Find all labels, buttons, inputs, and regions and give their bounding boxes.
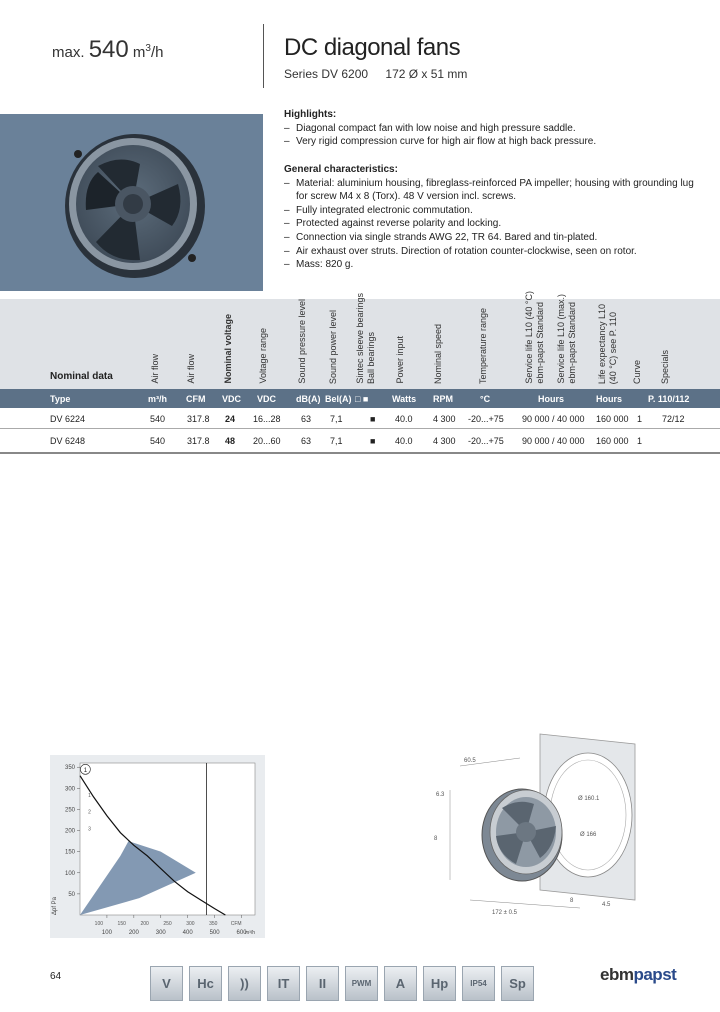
specials-icon: Sp xyxy=(501,966,534,1001)
cell: 1 xyxy=(637,414,643,424)
page-number: 64 xyxy=(50,971,62,982)
x-tick-label: 600 xyxy=(236,930,247,936)
cell: -20...+75 xyxy=(468,414,504,424)
units-row xyxy=(0,389,720,408)
cell: 160 000 xyxy=(596,414,629,424)
cell: 1 xyxy=(637,436,643,446)
current-icon: II xyxy=(306,966,339,1001)
highlights-heading: Highlights: xyxy=(284,109,337,120)
x-tick-label: 100 xyxy=(101,930,112,936)
cell: 540 xyxy=(150,414,166,424)
cell: 317.8 xyxy=(187,414,210,424)
table-bottom-rule xyxy=(0,452,720,454)
logo-part: ebm xyxy=(600,965,634,984)
hc-icon: Hc xyxy=(189,966,222,1001)
unit-cell: dB(A) xyxy=(296,394,321,404)
col-header: Air flow xyxy=(150,354,160,384)
y-tick-label: 250 xyxy=(64,807,75,814)
cell: 90 000 / 40 000 xyxy=(522,414,585,424)
col-header: Air flow xyxy=(186,354,196,384)
signal-icon: )) xyxy=(228,966,261,1001)
hp-icon: Hp xyxy=(423,966,456,1001)
general-section xyxy=(284,163,704,272)
cell: 160 000 xyxy=(596,436,629,446)
header-divider xyxy=(263,24,264,88)
cell: ■ xyxy=(370,436,376,446)
dim-label: 172 ± 0.5 xyxy=(492,910,517,916)
col-header: Nominal speed xyxy=(433,323,443,384)
x-axis-label: m³/h xyxy=(245,930,255,936)
cell: 16...28 xyxy=(253,414,281,424)
unit-cell: Type xyxy=(50,394,71,404)
cell: ■ xyxy=(370,414,376,424)
col-header: Curve xyxy=(632,359,642,384)
cell: 40.0 xyxy=(395,414,413,424)
nominal-data-label: Nominal data xyxy=(50,371,113,382)
unit-cell: °C xyxy=(480,394,491,404)
y-tick-label: 300 xyxy=(64,786,75,793)
y-tick-label: 150 xyxy=(64,849,75,856)
series-line xyxy=(284,67,481,81)
y-tick-label: 200 xyxy=(64,828,75,835)
general-item: for screw M4 x 8 (Torx). 48 V version incl. screws. xyxy=(296,191,517,203)
right-tick-label: 1 xyxy=(88,792,91,799)
unit-cell: Hours xyxy=(596,394,623,404)
unit-cell: Watts xyxy=(392,394,417,404)
x-tick-label: 300 xyxy=(155,930,166,936)
dim-label: Ø 160.1 xyxy=(578,796,600,802)
cfm-tick-label: 300 xyxy=(186,921,195,927)
drawing-svg xyxy=(430,730,640,930)
right-tick-label: 2 xyxy=(88,809,91,816)
highlight-item: – Very rigid compression curve for high air flow at high back pressure. xyxy=(284,135,704,149)
cfm-tick-label: 150 xyxy=(117,921,126,927)
series-dimensions: 172 Ø x 51 mm xyxy=(385,67,468,81)
col-header: Nominal voltage xyxy=(223,314,233,384)
max-air-flow xyxy=(52,36,163,64)
flow-prefix: max. xyxy=(52,44,85,61)
cell: -20...+75 xyxy=(468,436,504,446)
cell: 63 xyxy=(301,414,312,424)
right-tick-label: 3 xyxy=(88,826,91,833)
dimension-drawing xyxy=(430,730,640,930)
unit-cell: VDC xyxy=(222,394,242,404)
cell: 4 300 xyxy=(433,414,456,424)
flow-unit: m xyxy=(132,44,146,61)
tacho-icon: IT xyxy=(267,966,300,1001)
dim-label: 60.5 xyxy=(464,758,476,764)
cell: 40.0 xyxy=(395,436,413,446)
cfm-tick-label: 100 xyxy=(94,921,104,927)
general-heading: General characteristics: xyxy=(284,164,398,175)
dim-label: Ø 166 xyxy=(580,832,597,838)
general-item: – Material: aluminium housing, fibreglass-reinforced PA impeller; housing with grounding lug xyxy=(284,177,704,191)
flow-unit-suffix: /h xyxy=(150,44,164,61)
ip54-icon: IP54 xyxy=(462,966,495,1001)
x-tick-label: 200 xyxy=(128,930,139,936)
dim-label: 8 xyxy=(570,898,574,904)
col-header: Sound power level xyxy=(328,309,338,384)
cell-type: DV 6248 xyxy=(50,436,86,446)
cell: 24 xyxy=(225,414,236,424)
cell: 90 000 / 40 000 xyxy=(522,436,585,446)
performance-chart xyxy=(50,755,265,938)
col-header: ebm-papst Standard xyxy=(567,302,577,384)
y-tick-label: 50 xyxy=(68,891,75,898)
cell: 540 xyxy=(150,436,166,446)
col-header: (40 °C) see P. 110 xyxy=(608,311,618,384)
y-tick-label: 350 xyxy=(64,765,75,772)
highlight-item: – Diagonal compact fan with low noise and high pressure saddle. xyxy=(284,122,704,136)
product-photo xyxy=(0,114,263,291)
general-item: – Air exhaust over struts. Direction of rotation counter-clockwise, seen on rotor. xyxy=(284,245,704,259)
general-item: – Protected against reverse polarity and locking. xyxy=(284,217,704,231)
y-axis-label: Δpf Pa xyxy=(52,896,58,915)
table-row xyxy=(0,432,720,449)
cell: 4 300 xyxy=(433,436,456,446)
logo-part: papst xyxy=(633,965,677,984)
general-item: – Mass: 820 g. xyxy=(284,258,704,272)
series-label: Series DV 6200 xyxy=(284,67,369,81)
unit-cell: m³/h xyxy=(148,394,167,404)
highlights-section xyxy=(284,108,704,149)
col-header: Sintec sleeve bearings xyxy=(355,293,365,384)
page-title: DC diagonal fans xyxy=(284,34,461,61)
col-header: Specials xyxy=(660,349,670,384)
cell: 72/12 xyxy=(662,414,685,424)
cell: 20...60 xyxy=(253,436,281,446)
alarm-icon: A xyxy=(384,966,417,1001)
col-header: Sound pressure level xyxy=(297,299,307,384)
row-divider xyxy=(0,428,720,429)
unit-cell: CFM xyxy=(186,394,206,404)
cell: 7,1 xyxy=(330,436,343,446)
cfm-tick-label: CFM xyxy=(230,921,242,927)
cell: 63 xyxy=(301,436,312,446)
curve-label: 1 xyxy=(83,767,88,774)
general-item: – Connection via single strands AWG 22, TR 64. Bared and tin-plated. xyxy=(284,231,704,245)
col-header: Service life L10 (40 °C) xyxy=(524,291,534,384)
unit-cell: RPM xyxy=(433,394,453,404)
dim-label: 8 xyxy=(434,836,438,842)
y-tick-label: 100 xyxy=(64,870,75,877)
brand-logo xyxy=(600,965,676,985)
col-header: Ball bearings xyxy=(366,331,376,384)
col-header: Temperature range xyxy=(478,307,488,384)
cfm-tick-label: 350 xyxy=(209,921,218,927)
col-header: ebm-papst Standard xyxy=(535,302,545,384)
unit-cell: Hours xyxy=(538,394,565,404)
cfm-tick-label: 250 xyxy=(163,921,172,927)
general-item: – Fully integrated electronic commutation. xyxy=(284,204,704,218)
unit-cell: Bel(A) xyxy=(325,394,352,404)
cell: 7,1 xyxy=(330,414,343,424)
col-header: Life expectancy L10 xyxy=(597,303,607,384)
voltage-icon: V xyxy=(150,966,183,1001)
cell: 317.8 xyxy=(187,436,210,446)
fan-image xyxy=(0,114,263,291)
col-header: Power input xyxy=(395,336,405,384)
pwm-icon: PWM xyxy=(345,966,378,1001)
dim-label: 6.3 xyxy=(436,792,445,798)
col-header: Service life L10 (max.) xyxy=(556,294,566,384)
unit-cell: □ ■ xyxy=(355,394,369,404)
x-tick-label: 500 xyxy=(209,930,220,936)
cfm-tick-label: 200 xyxy=(140,921,149,927)
unit-cell: P. 110/112 xyxy=(648,394,690,404)
dim-label: 4.5 xyxy=(602,902,611,908)
table-row xyxy=(0,410,720,427)
flow-unit-exp: 3 xyxy=(145,43,151,54)
col-header: Voltage range xyxy=(258,328,268,384)
chart-svg xyxy=(50,755,265,938)
cell: 48 xyxy=(225,436,236,446)
x-tick-label: 400 xyxy=(182,930,193,936)
cell-type: DV 6224 xyxy=(50,414,86,424)
unit-cell: VDC xyxy=(257,394,277,404)
flow-value: 540 xyxy=(88,36,129,63)
